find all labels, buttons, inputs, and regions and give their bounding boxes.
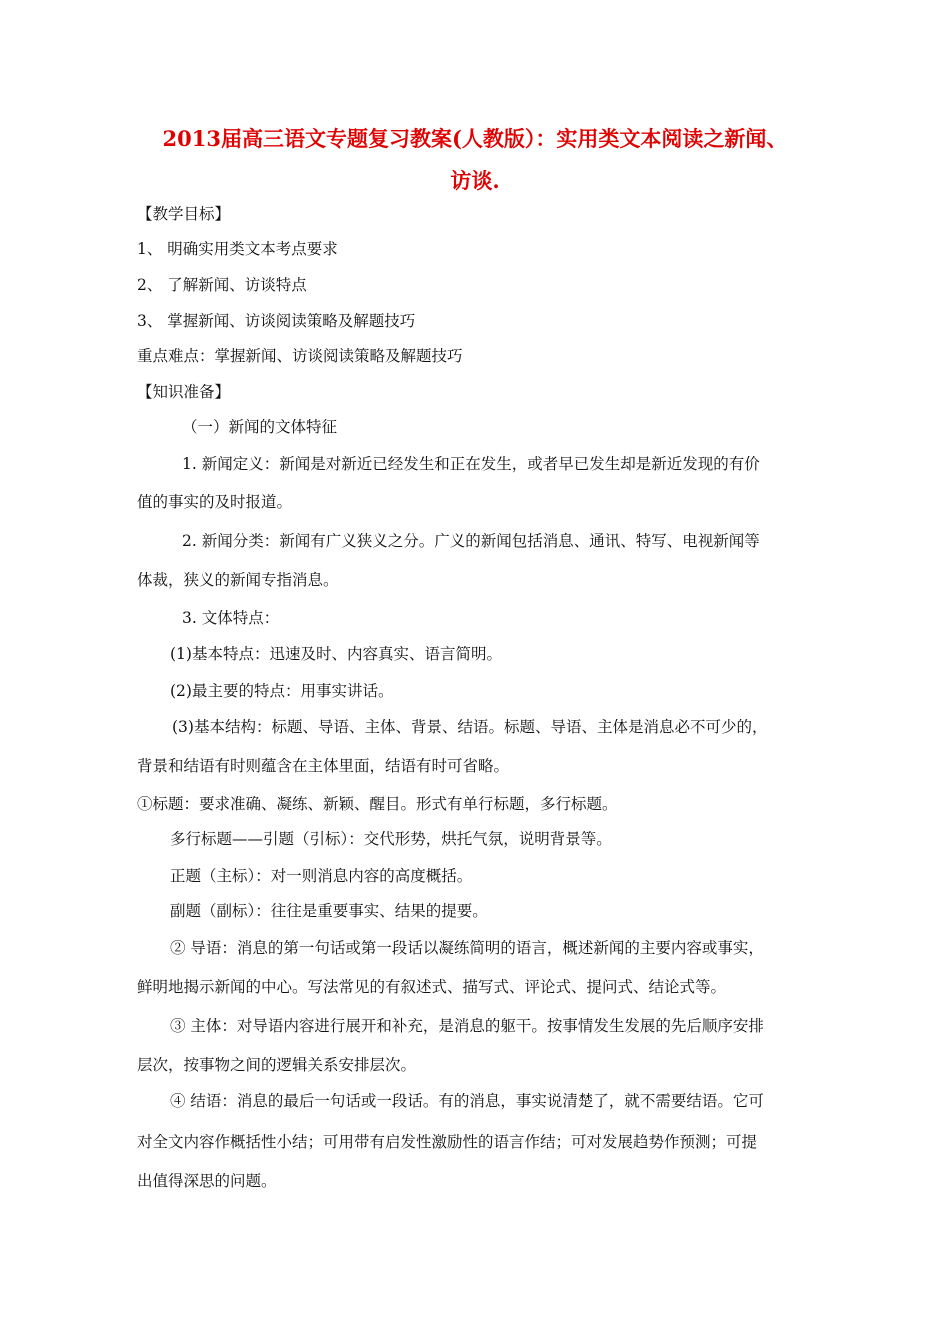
section-heading-teaching-goals: 【教学目标】 [137,205,231,223]
paragraph-line: 1. 新闻定义：新闻是对新近已经发生和正在发生，或者早已发生却是新近发现的有价 [182,455,760,473]
paragraph-line: 3. 文体特点： [182,609,280,627]
paragraph-line: (1)基本特点：迅速及时、内容真实、语言简明。 [170,645,502,663]
title-line-1: 2013届高三语文专题复习教案(人教版）：实用类文本阅读之新闻、 [162,126,788,151]
subsection-heading: （一）新闻的文体特征 [182,418,338,436]
paragraph-line: ③ 主体：对导语内容进行展开和补充，是消息的躯干。按事情发生发展的先后顺序安排 [170,1017,764,1035]
paragraph-line: 正题（主标）：对一则消息内容的高度概括。 [170,867,473,885]
paragraph-line: (3)基本结构：标题、导语、主体、背景、结语。标题、导语、主体是消息必不可少的， [172,718,768,736]
document-title [120,118,830,202]
paragraph-line: 体裁，狭义的新闻专指消息。 [137,571,339,589]
paragraph-line: 值的事实的及时报道。 [137,493,293,511]
goal-item-3: 3、 掌握新闻、访谈阅读策略及解题技巧 [137,312,416,330]
paragraph-line: 出值得深思的问题。 [137,1172,277,1190]
key-difficulty: 重点难点：掌握新闻、访谈阅读策略及解题技巧 [137,347,463,365]
paragraph-line: 鲜明地揭示新闻的中心。写法常见的有叙述式、描写式、评论式、提问式、结论式等。 [137,978,727,996]
paragraph-line: ② 导语：消息的第一句话或第一段话以凝练简明的语言，概述新闻的主要内容或事实， [170,939,764,957]
paragraph-line: 层次，按事物之间的逻辑关系安排层次。 [137,1056,417,1074]
paragraph-line: 对全文内容作概括性小结；可用带有启发性激励性的语言作结；可对发展趋势作预测；可提 [137,1133,758,1151]
goal-item-2: 2、 了解新闻、访谈特点 [137,276,307,294]
paragraph-line: 多行标题——引题（引标）：交代形势，烘托气氛，说明背景等。 [170,830,612,848]
section-heading-knowledge-prep: 【知识准备】 [137,383,231,401]
goal-item-1: 1、 明确实用类文本考点要求 [137,240,338,258]
paragraph-line: ④ 结语：消息的最后一句话或一段话。有的消息，事实说清楚了，就不需要结语。它可 [170,1092,764,1110]
paragraph-line: (2)最主要的特点：用事实讲话。 [170,682,394,700]
paragraph-line: 背景和结语有时则蕴含在主体里面，结语有时可省略。 [137,757,510,775]
paragraph-line: 2. 新闻分类：新闻有广义狭义之分。广义的新闻包括消息、通讯、特写、电视新闻等 [182,532,760,550]
paragraph-line: ①标题：要求准确、凝练、新颖、醒目。形式有单行标题，多行标题。 [137,795,618,813]
paragraph-line: 副题（副标）：往往是重要事实、结果的提要。 [170,902,488,920]
title-line-2: 访谈. [450,168,500,193]
